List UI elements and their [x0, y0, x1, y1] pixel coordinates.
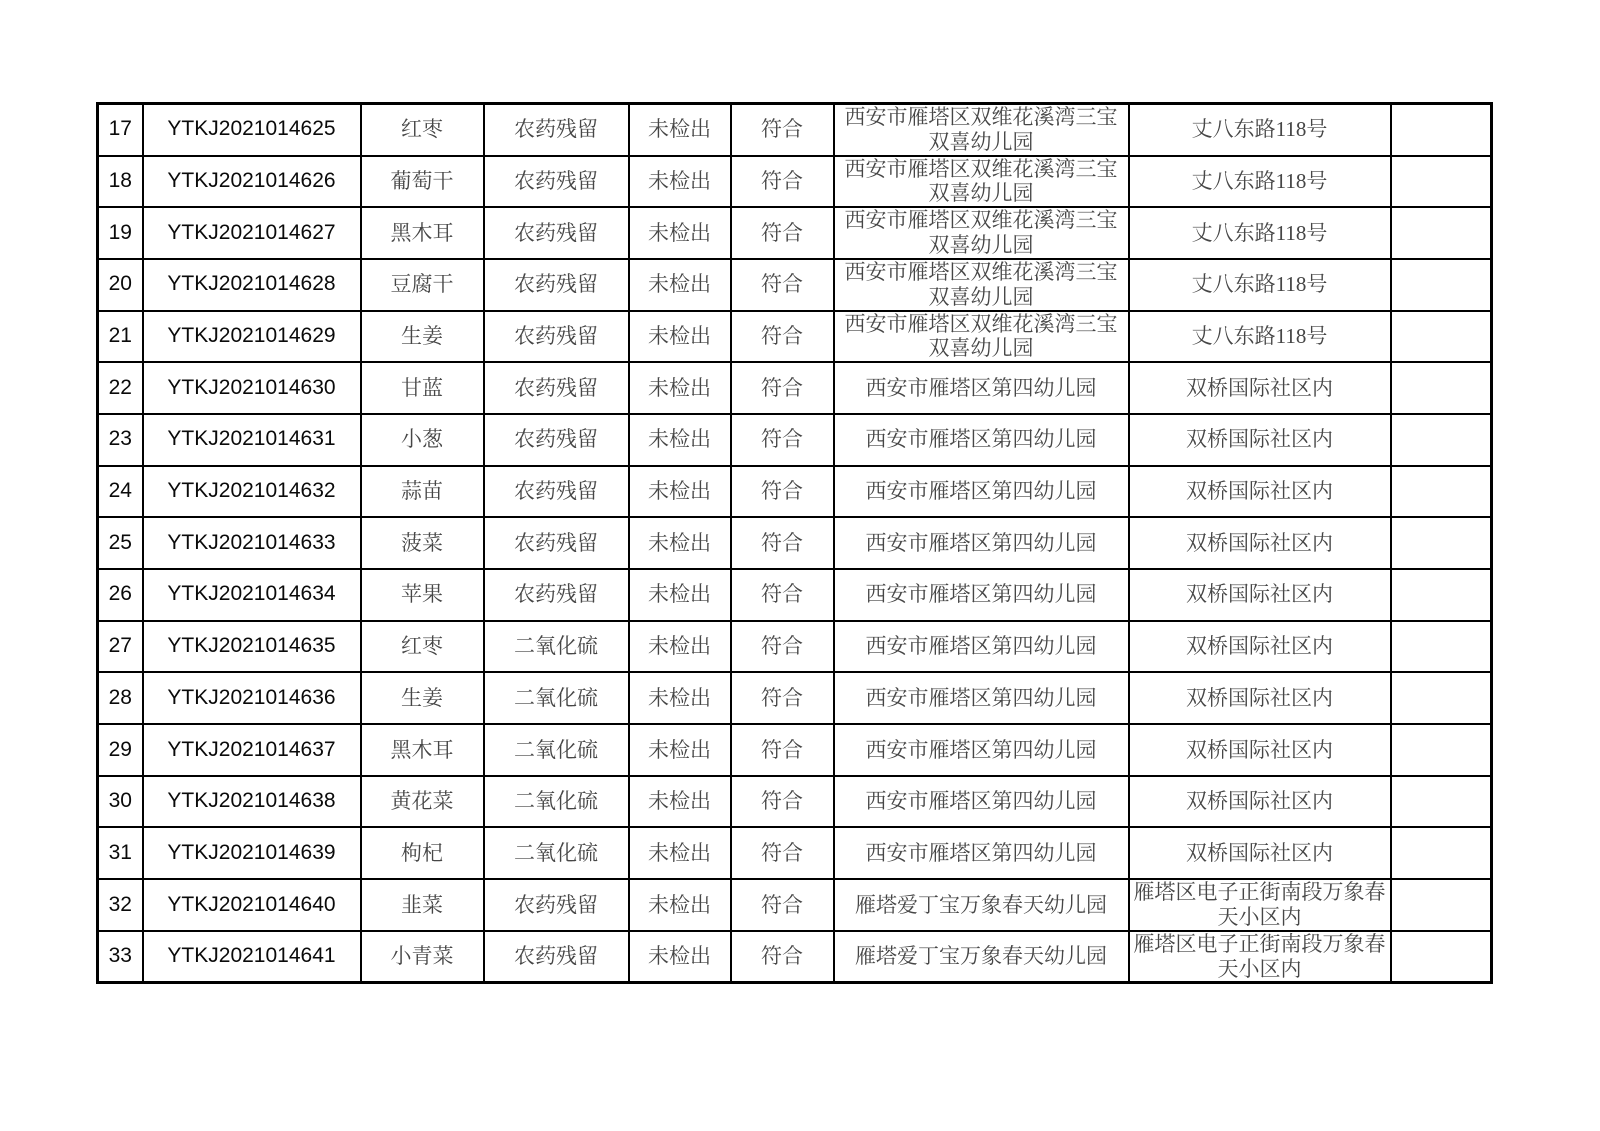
- cell-test-item: 农药残留: [484, 311, 629, 363]
- cell-test-item: 农药残留: [484, 414, 629, 466]
- table-row: [98, 517, 1492, 569]
- cell-organization: 西安市雁塔区第四幼儿园: [834, 672, 1129, 724]
- cell-sample-name: 蒜苗: [361, 466, 484, 518]
- cell-organization: 西安市雁塔区双维花溪湾三宝双喜幼儿园: [834, 104, 1129, 156]
- cell-result: 未检出: [629, 156, 731, 208]
- results-table-body: [98, 104, 1492, 983]
- table-row: [98, 724, 1492, 776]
- cell-result: 未检出: [629, 207, 731, 259]
- table-row: [98, 776, 1492, 828]
- cell-remark: [1391, 621, 1492, 673]
- cell-address: 双桥国际社区内: [1129, 776, 1391, 828]
- cell-sample-id: YTKJ2021014640: [143, 879, 361, 931]
- cell-test-item: 农药残留: [484, 879, 629, 931]
- cell-sample-name: 黑木耳: [361, 724, 484, 776]
- table-row: [98, 569, 1492, 621]
- cell-organization: 西安市雁塔区第四幼儿园: [834, 466, 1129, 518]
- table-row: [98, 207, 1492, 259]
- cell-organization: 西安市雁塔区第四幼儿园: [834, 776, 1129, 828]
- cell-sample-id: YTKJ2021014639: [143, 827, 361, 879]
- cell-test-item: 农药残留: [484, 362, 629, 414]
- cell-sample-id: YTKJ2021014625: [143, 104, 361, 156]
- cell-address: 双桥国际社区内: [1129, 362, 1391, 414]
- cell-test-item: 农药残留: [484, 517, 629, 569]
- cell-sample-id: YTKJ2021014634: [143, 569, 361, 621]
- cell-result: 未检出: [629, 414, 731, 466]
- cell-sample-name: 生姜: [361, 672, 484, 724]
- cell-test-item: 农药残留: [484, 207, 629, 259]
- cell-remark: [1391, 414, 1492, 466]
- cell-conclusion: 符合: [731, 621, 834, 673]
- cell-address: 双桥国际社区内: [1129, 569, 1391, 621]
- cell-organization: 西安市雁塔区第四幼儿园: [834, 362, 1129, 414]
- cell-conclusion: 符合: [731, 517, 834, 569]
- cell-address: 丈八东路118号: [1129, 156, 1391, 208]
- cell-test-item: 农药残留: [484, 569, 629, 621]
- cell-row-number: 27: [98, 621, 143, 673]
- cell-test-item: 二氧化硫: [484, 672, 629, 724]
- cell-test-item: 农药残留: [484, 466, 629, 518]
- cell-test-item: 二氧化硫: [484, 724, 629, 776]
- cell-conclusion: 符合: [731, 156, 834, 208]
- cell-row-number: 19: [98, 207, 143, 259]
- cell-sample-name: 黄花菜: [361, 776, 484, 828]
- table-row: [98, 466, 1492, 518]
- cell-row-number: 33: [98, 931, 143, 983]
- inspection-results-table: [96, 102, 1493, 984]
- cell-remark: [1391, 156, 1492, 208]
- cell-result: 未检出: [629, 879, 731, 931]
- cell-sample-id: YTKJ2021014633: [143, 517, 361, 569]
- cell-organization: 西安市雁塔区第四幼儿园: [834, 414, 1129, 466]
- cell-remark: [1391, 362, 1492, 414]
- cell-test-item: 农药残留: [484, 931, 629, 983]
- cell-conclusion: 符合: [731, 104, 834, 156]
- cell-organization: 西安市雁塔区双维花溪湾三宝双喜幼儿园: [834, 259, 1129, 311]
- cell-result: 未检出: [629, 517, 731, 569]
- cell-address: 丈八东路118号: [1129, 104, 1391, 156]
- cell-sample-id: YTKJ2021014638: [143, 776, 361, 828]
- cell-conclusion: 符合: [731, 879, 834, 931]
- cell-sample-id: YTKJ2021014641: [143, 931, 361, 983]
- cell-conclusion: 符合: [731, 724, 834, 776]
- cell-result: 未检出: [629, 466, 731, 518]
- cell-result: 未检出: [629, 104, 731, 156]
- cell-row-number: 17: [98, 104, 143, 156]
- cell-sample-name: 小葱: [361, 414, 484, 466]
- cell-sample-id: YTKJ2021014632: [143, 466, 361, 518]
- cell-sample-id: YTKJ2021014635: [143, 621, 361, 673]
- cell-row-number: 21: [98, 311, 143, 363]
- cell-address: 双桥国际社区内: [1129, 672, 1391, 724]
- cell-row-number: 32: [98, 879, 143, 931]
- cell-organization: 西安市雁塔区双维花溪湾三宝双喜幼儿园: [834, 311, 1129, 363]
- cell-remark: [1391, 466, 1492, 518]
- cell-remark: [1391, 104, 1492, 156]
- cell-conclusion: 符合: [731, 362, 834, 414]
- cell-remark: [1391, 879, 1492, 931]
- cell-organization: 雁塔爱丁宝万象春天幼儿园: [834, 879, 1129, 931]
- cell-test-item: 二氧化硫: [484, 776, 629, 828]
- cell-address: 双桥国际社区内: [1129, 827, 1391, 879]
- cell-conclusion: 符合: [731, 827, 834, 879]
- cell-result: 未检出: [629, 311, 731, 363]
- table-row: [98, 879, 1492, 931]
- table-row: [98, 104, 1492, 156]
- cell-sample-name: 枸杞: [361, 827, 484, 879]
- cell-sample-name: 小青菜: [361, 931, 484, 983]
- cell-sample-id: YTKJ2021014629: [143, 311, 361, 363]
- cell-organization: 西安市雁塔区第四幼儿园: [834, 569, 1129, 621]
- cell-organization: 西安市雁塔区第四幼儿园: [834, 517, 1129, 569]
- cell-organization: 西安市雁塔区第四幼儿园: [834, 724, 1129, 776]
- cell-sample-id: YTKJ2021014628: [143, 259, 361, 311]
- cell-remark: [1391, 724, 1492, 776]
- cell-conclusion: 符合: [731, 259, 834, 311]
- cell-organization: 西安市雁塔区第四幼儿园: [834, 827, 1129, 879]
- cell-remark: [1391, 259, 1492, 311]
- cell-row-number: 23: [98, 414, 143, 466]
- cell-address: 双桥国际社区内: [1129, 621, 1391, 673]
- cell-sample-id: YTKJ2021014636: [143, 672, 361, 724]
- table-row: [98, 362, 1492, 414]
- cell-conclusion: 符合: [731, 414, 834, 466]
- cell-row-number: 30: [98, 776, 143, 828]
- cell-result: 未检出: [629, 621, 731, 673]
- cell-conclusion: 符合: [731, 569, 834, 621]
- cell-remark: [1391, 517, 1492, 569]
- cell-sample-name: 红枣: [361, 621, 484, 673]
- cell-sample-name: 生姜: [361, 311, 484, 363]
- table-row: [98, 156, 1492, 208]
- cell-sample-name: 豆腐干: [361, 259, 484, 311]
- cell-remark: [1391, 569, 1492, 621]
- cell-remark: [1391, 311, 1492, 363]
- cell-sample-id: YTKJ2021014626: [143, 156, 361, 208]
- cell-conclusion: 符合: [731, 311, 834, 363]
- cell-organization: 西安市雁塔区双维花溪湾三宝双喜幼儿园: [834, 207, 1129, 259]
- cell-row-number: 24: [98, 466, 143, 518]
- table-row: [98, 931, 1492, 983]
- cell-address: 双桥国际社区内: [1129, 517, 1391, 569]
- cell-address: 丈八东路118号: [1129, 207, 1391, 259]
- cell-address: 双桥国际社区内: [1129, 466, 1391, 518]
- cell-organization: 西安市雁塔区第四幼儿园: [834, 621, 1129, 673]
- cell-row-number: 25: [98, 517, 143, 569]
- table-row: [98, 414, 1492, 466]
- cell-sample-name: 菠菜: [361, 517, 484, 569]
- cell-row-number: 29: [98, 724, 143, 776]
- cell-sample-name: 韭菜: [361, 879, 484, 931]
- cell-address: 雁塔区电子正街南段万象春天小区内: [1129, 931, 1391, 983]
- cell-result: 未检出: [629, 362, 731, 414]
- cell-sample-name: 葡萄干: [361, 156, 484, 208]
- cell-remark: [1391, 827, 1492, 879]
- cell-remark: [1391, 672, 1492, 724]
- cell-sample-name: 红枣: [361, 104, 484, 156]
- cell-result: 未检出: [629, 259, 731, 311]
- cell-test-item: 二氧化硫: [484, 621, 629, 673]
- cell-sample-name: 黑木耳: [361, 207, 484, 259]
- cell-row-number: 22: [98, 362, 143, 414]
- cell-sample-id: YTKJ2021014630: [143, 362, 361, 414]
- cell-organization: 雁塔爱丁宝万象春天幼儿园: [834, 931, 1129, 983]
- cell-address: 雁塔区电子正街南段万象春天小区内: [1129, 879, 1391, 931]
- cell-conclusion: 符合: [731, 672, 834, 724]
- cell-address: 丈八东路118号: [1129, 259, 1391, 311]
- cell-conclusion: 符合: [731, 931, 834, 983]
- cell-address: 双桥国际社区内: [1129, 724, 1391, 776]
- cell-test-item: 农药残留: [484, 104, 629, 156]
- cell-address: 丈八东路118号: [1129, 311, 1391, 363]
- cell-test-item: 农药残留: [484, 259, 629, 311]
- cell-sample-id: YTKJ2021014631: [143, 414, 361, 466]
- cell-conclusion: 符合: [731, 466, 834, 518]
- cell-result: 未检出: [629, 931, 731, 983]
- cell-row-number: 20: [98, 259, 143, 311]
- cell-sample-name: 苹果: [361, 569, 484, 621]
- cell-sample-id: YTKJ2021014637: [143, 724, 361, 776]
- table-row: [98, 311, 1492, 363]
- cell-result: 未检出: [629, 776, 731, 828]
- cell-row-number: 28: [98, 672, 143, 724]
- cell-test-item: 农药残留: [484, 156, 629, 208]
- cell-row-number: 31: [98, 827, 143, 879]
- cell-result: 未检出: [629, 724, 731, 776]
- cell-remark: [1391, 931, 1492, 983]
- cell-organization: 西安市雁塔区双维花溪湾三宝双喜幼儿园: [834, 156, 1129, 208]
- table-row: [98, 827, 1492, 879]
- cell-sample-name: 甘蓝: [361, 362, 484, 414]
- table-row: [98, 259, 1492, 311]
- cell-test-item: 二氧化硫: [484, 827, 629, 879]
- cell-result: 未检出: [629, 827, 731, 879]
- cell-conclusion: 符合: [731, 207, 834, 259]
- cell-remark: [1391, 776, 1492, 828]
- table-row: [98, 672, 1492, 724]
- cell-address: 双桥国际社区内: [1129, 414, 1391, 466]
- cell-result: 未检出: [629, 672, 731, 724]
- cell-remark: [1391, 207, 1492, 259]
- cell-conclusion: 符合: [731, 776, 834, 828]
- cell-row-number: 18: [98, 156, 143, 208]
- cell-result: 未检出: [629, 569, 731, 621]
- cell-sample-id: YTKJ2021014627: [143, 207, 361, 259]
- cell-row-number: 26: [98, 569, 143, 621]
- table-row: [98, 621, 1492, 673]
